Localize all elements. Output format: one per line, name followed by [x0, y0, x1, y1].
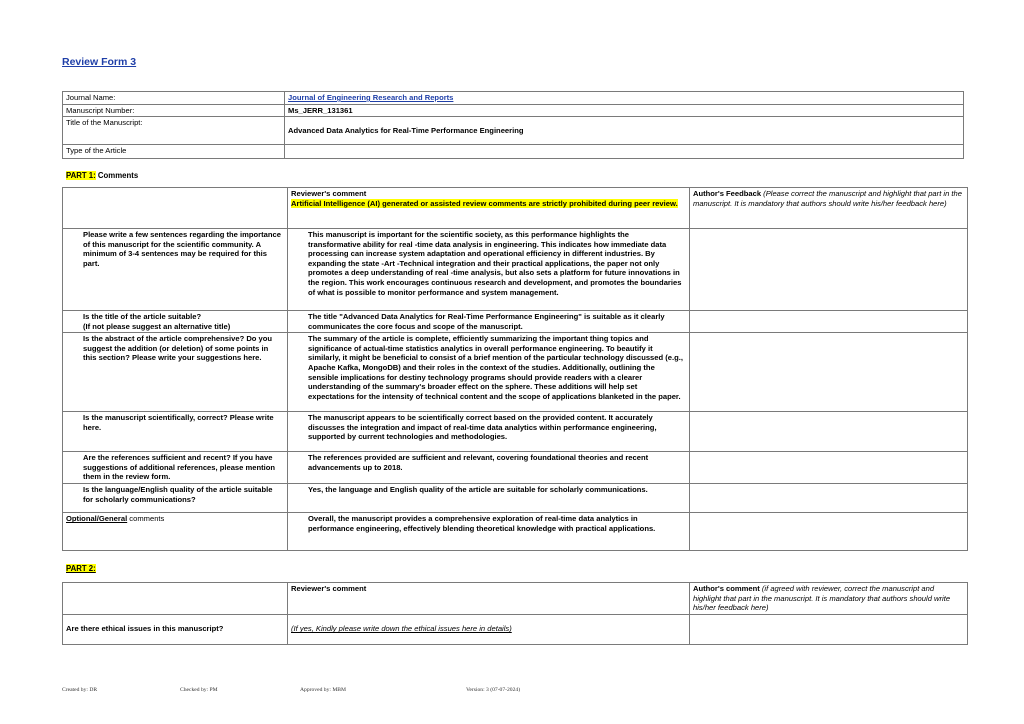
part2-author-header: Author's comment (if agreed with reviewer, correct the manuscript and highlight that part in the manuscript. It is mandatory that authors should write his/her feedback here): [690, 583, 968, 615]
comment-title: The title "Advanced Data Analytics for Real-Time Performance Engineering" is suitable as it clearly communicates the core focus and scope of the manuscript.: [288, 311, 690, 333]
author-response-title[interactable]: [690, 311, 968, 333]
question-importance: Please write a few sentences regarding the importance of this manuscript for the scientific community. A minimum of 3-4 sentences may be required for this part.: [63, 229, 288, 311]
table-row: [63, 513, 968, 551]
part1-header-row: [63, 188, 968, 229]
manuscript-number-label: Manuscript Number:: [63, 104, 285, 117]
ethics-question: Are there ethical issues in this manuscript?: [63, 614, 288, 644]
ai-warning: Artificial Intelligence (AI) generated or assisted review comments are strictly prohibited during peer review.: [291, 198, 678, 208]
type-row: [63, 145, 964, 159]
part1-table: [62, 187, 968, 551]
author-response-abstract[interactable]: [690, 333, 968, 412]
manuscript-info-table: [62, 91, 964, 159]
comment-language: Yes, the language and English quality of the article are suitable for scholarly communications.: [288, 484, 690, 513]
part2-header-row: [63, 583, 968, 615]
question-language: Is the language/English quality of the article suitable for scholarly communications?: [63, 484, 288, 513]
table-row: [63, 484, 968, 513]
ethics-comment-cell[interactable]: [288, 614, 690, 644]
question-references: Are the references sufficient and recent? If you have suggestions of additional references, please mention them in the review form.: [63, 452, 288, 484]
comment-references: The references provided are sufficient and relevant, covering foundational theories and recent advancements up to 2018.: [288, 452, 690, 484]
question-abstract: Is the abstract of the article comprehensive? Do you suggest the addition (or deletion) of some points in this section? Please write your suggestions here.: [63, 333, 288, 412]
table-row: [63, 333, 968, 412]
type-value: [285, 145, 964, 159]
comment-importance: This manuscript is important for the scientific society, as this performance highlights the transformative ability for real -time data analysis in engineering. This indicates how immediate data processing can increase system adaptation and operational efficiency in different industries. By expanding the state -Art -Technical integration and their practical applications, the paper not only promotes a deep understanding of real -time analysis, but also sets a platform for future innovations in the region. This work encourages continuous research and development, and promotes the boundaries of what is possible to monitor performance and system management.: [288, 229, 690, 311]
part2-reviewer-header: Reviewer's comment: [288, 583, 690, 615]
footer-version: Version: 3 (07-07-2024): [466, 687, 521, 693]
ethics-author-response[interactable]: [690, 614, 968, 644]
ethics-placeholder: (If yes, Kindly please write down the ethical issues here in details): [291, 624, 512, 634]
author-response-language[interactable]: [690, 484, 968, 513]
part1-reviewer-header-cell: [288, 188, 690, 229]
ethics-row: [63, 614, 968, 644]
part1-heading-rest: Comments: [95, 171, 139, 180]
title-value: Advanced Data Analytics for Real-Time Performance Engineering: [285, 117, 964, 145]
footer-approved: Approved by: MBM: [300, 687, 346, 693]
manuscript-number-value: Ms_JERR_131361: [285, 104, 964, 117]
table-row: [63, 311, 968, 333]
author-feedback-header: Author's Feedback (Please correct the manuscript and highlight that part in the manuscript. It is mandatory that authors should write his/her feedback here): [690, 188, 968, 229]
type-label: Type of the Article: [63, 145, 285, 159]
part1-heading: [66, 171, 138, 180]
journal-link[interactable]: Journal of Engineering Research and Reports: [288, 93, 454, 102]
journal-row: [63, 92, 964, 105]
part2-table: [62, 582, 968, 645]
title-row: [63, 117, 964, 145]
comment-scientific: The manuscript appears to be scientifically correct based on the provided content. It accurately discusses the integration and impact of real-time data analytics within performance engineering, supported by current technologies and methodologies.: [288, 412, 690, 452]
author-response-optional[interactable]: [690, 513, 968, 551]
optional-comments-label: Optional/General comments: [63, 513, 288, 551]
comment-abstract: The summary of the article is complete, efficiently summarizing the important thing topics and significance of actual-time statistics analytics in overall performance engineering. To beautify it similarly, it might be beneficial to consist of a brief mention of the particular technology discussed (e.g., Apache Kafka, MongoDB) and their roles in the context of the studies. Additionally, outlining the sensible implications for destiny technology programs should provide readers with a clearer understanding of the summary's broader effect on the sphere. These additions will help set expectations for the intensity of technical content and the scope of applications blanketed in the paper.: [288, 333, 690, 412]
footer-checked: Checked by: PM: [180, 687, 218, 693]
author-response-references[interactable]: [690, 452, 968, 484]
question-title: Is the title of the article suitable? (If not please suggest an alternative title): [63, 311, 288, 333]
part2-heading: PART 2:: [66, 564, 96, 573]
table-row: [63, 452, 968, 484]
comment-optional: Overall, the manuscript provides a comprehensive exploration of real-time data analytics in performance engineering, effectively blending theoretical knowledge with practical applications.: [288, 513, 690, 551]
question-scientific: Is the manuscript scientifically, correct? Please write here.: [63, 412, 288, 452]
title-label: Title of the Manuscript:: [63, 117, 285, 145]
reviewer-comment-header: Reviewer's comment: [291, 189, 367, 198]
part1-heading-label: PART 1:: [66, 171, 96, 180]
author-response-scientific[interactable]: [690, 412, 968, 452]
journal-label: Journal Name:: [63, 92, 285, 105]
table-row: [63, 229, 968, 311]
manuscript-number-row: [63, 104, 964, 117]
footer-created: Created by: DR: [62, 687, 98, 693]
table-row: [63, 412, 968, 452]
author-response-importance[interactable]: [690, 229, 968, 311]
form-title: Review Form 3: [62, 56, 137, 68]
